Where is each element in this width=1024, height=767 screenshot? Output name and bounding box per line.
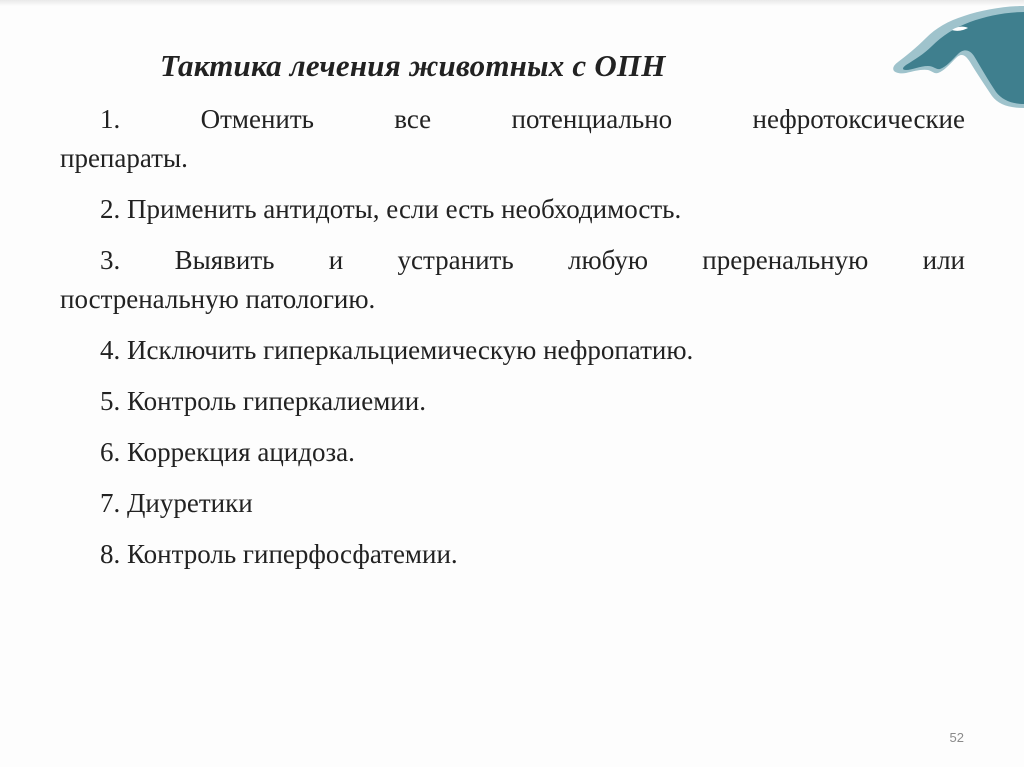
top-shadow (0, 0, 1024, 6)
list-item: 7. Диуретики (100, 488, 253, 518)
list-item: 4. Исключить гиперкальциемическую нефропатию. (100, 335, 694, 365)
page-number: 52 (949, 730, 964, 745)
slide-title: Тактика лечения животных с ОПН (160, 48, 666, 83)
list-item: 6. Коррекция ацидоза. (100, 437, 355, 467)
list-item (60, 241, 965, 319)
horse-head-icon (892, 0, 1024, 108)
list-item: 2. Применить антидоты, если есть необходимость. (100, 194, 682, 224)
treatment-list (60, 100, 965, 586)
list-item-line: 3. Выявить и устранить любую преренальную или (100, 245, 965, 275)
list-item-line: препараты. (60, 143, 188, 173)
list-item-line: постренальную патологию. (60, 284, 376, 314)
list-item: 8. Контроль гиперфосфатемии. (100, 539, 458, 569)
list-item-line: 1. Отменить все потенциально нефротоксические (100, 104, 965, 134)
list-item (60, 100, 965, 178)
list-item: 5. Контроль гиперкалиемии. (100, 386, 426, 416)
